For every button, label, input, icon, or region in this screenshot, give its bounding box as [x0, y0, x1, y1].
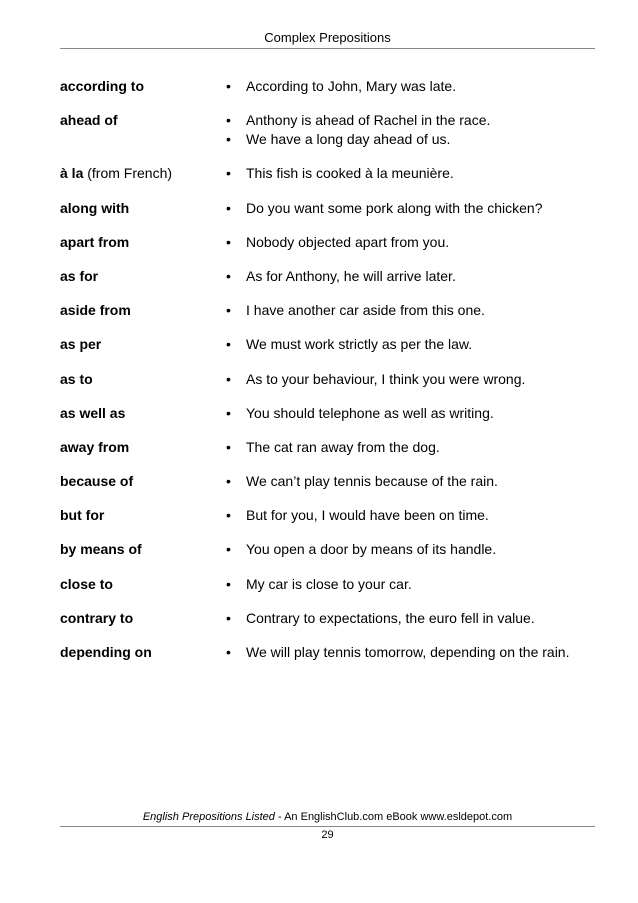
example-sentence-item — [226, 130, 595, 149]
example-sentence: We can’t play tennis because of the rain. — [246, 473, 498, 490]
preposition-entry — [60, 267, 595, 286]
example-sentence: As for Anthony, he will arrive later. — [246, 267, 456, 284]
preposition-term-cell — [60, 199, 226, 218]
preposition-entry — [60, 438, 595, 457]
preposition-entry — [60, 506, 595, 525]
example-sentence: As to your behaviour, I think you were wrong. — [246, 370, 526, 387]
example-list — [226, 164, 595, 183]
example-sentence: You open a door by means of its handle. — [246, 541, 497, 558]
preposition-entry — [60, 540, 595, 559]
example-list — [226, 506, 595, 525]
preposition-term: ahead of — [60, 112, 118, 129]
example-sentence: Nobody objected apart from you. — [246, 233, 450, 250]
preposition-term: close to — [60, 575, 113, 592]
preposition-term: as to — [60, 370, 93, 387]
example-sentence: Do you want some pork along with the chicken? — [246, 199, 543, 216]
bullet-icon: • — [226, 131, 231, 148]
example-list — [226, 199, 595, 218]
example-sentence: Contrary to expectations, the euro fell in value. — [246, 609, 535, 626]
example-list — [226, 335, 595, 354]
preposition-term: contrary to — [60, 609, 134, 626]
footer-source-text: - An EnglishClub.com eBook www.esldepot.com — [274, 811, 513, 823]
example-sentence-item — [226, 199, 595, 218]
example-sentence-item — [226, 301, 595, 320]
bullet-icon: • — [226, 302, 231, 319]
example-list — [226, 267, 595, 286]
example-sentence-item — [226, 643, 595, 662]
preposition-term: as for — [60, 267, 99, 284]
example-sentence: According to John, Mary was late. — [246, 78, 457, 94]
preposition-entry — [60, 643, 595, 662]
example-list — [226, 575, 595, 594]
bullet-icon: • — [226, 404, 231, 421]
preposition-term: but for — [60, 507, 105, 524]
bullet-icon: • — [226, 609, 231, 626]
bullet-icon: • — [226, 541, 231, 558]
example-list — [226, 404, 595, 423]
preposition-entry — [60, 472, 595, 491]
footer-book-title: English Prepositions Listed — [142, 811, 275, 823]
preposition-term-cell — [60, 438, 226, 457]
example-sentence: We have a long day ahead of us. — [246, 131, 451, 148]
preposition-term-cell — [60, 233, 226, 252]
example-list — [226, 111, 595, 149]
preposition-entry — [60, 199, 595, 218]
example-list — [226, 609, 595, 628]
example-sentence-item — [226, 609, 595, 628]
example-sentence-item — [226, 438, 595, 457]
preposition-term-cell — [60, 111, 226, 130]
preposition-entry — [60, 609, 595, 628]
preposition-origin-note: (from French) — [83, 165, 173, 182]
example-sentence-item — [226, 111, 595, 130]
example-list — [226, 472, 595, 491]
example-sentence-item — [226, 472, 595, 491]
preposition-term: as well as — [60, 404, 126, 421]
header-divider — [60, 48, 595, 49]
preposition-entry — [60, 575, 595, 594]
bullet-icon: • — [226, 473, 231, 490]
example-list — [226, 301, 595, 320]
preposition-term-cell — [60, 370, 226, 389]
example-sentence-item — [226, 575, 595, 594]
bullet-icon: • — [226, 199, 231, 216]
preposition-term: according to — [60, 78, 145, 94]
preposition-term: as per — [60, 336, 102, 353]
preposition-entry — [60, 111, 595, 149]
example-list — [226, 370, 595, 389]
example-sentence-item — [226, 267, 595, 286]
footer-divider — [60, 826, 595, 827]
preposition-term: along with — [60, 199, 130, 216]
preposition-term: aside from — [60, 302, 131, 319]
example-sentence: I have another car aside from this one. — [246, 302, 485, 319]
example-sentence-item — [226, 506, 595, 525]
example-list — [226, 233, 595, 252]
preposition-entry — [60, 164, 595, 183]
example-sentence-item — [226, 370, 595, 389]
example-sentence: You should telephone as well as writing. — [246, 404, 494, 421]
bullet-icon: • — [226, 165, 231, 182]
example-list — [226, 643, 595, 662]
preposition-term: because of — [60, 473, 134, 490]
preposition-term-cell — [60, 643, 226, 662]
preposition-term: by means of — [60, 541, 142, 558]
example-sentence-item — [226, 404, 595, 423]
page-header-title: Complex Prepositions — [264, 30, 391, 45]
page-footer — [60, 811, 595, 823]
preposition-entry — [60, 77, 595, 96]
page-number: 29 — [321, 829, 334, 841]
preposition-term: depending on — [60, 644, 152, 660]
example-sentence-item — [226, 164, 595, 183]
example-sentence: This fish is cooked à la meunière. — [246, 165, 454, 182]
preposition-term: apart from — [60, 233, 130, 250]
example-sentence-item — [226, 233, 595, 252]
bullet-icon: • — [226, 78, 231, 94]
bullet-icon: • — [226, 233, 231, 250]
example-sentence-item — [226, 540, 595, 559]
example-list — [226, 77, 595, 96]
preposition-term-cell — [60, 575, 226, 594]
preposition-term: away from — [60, 438, 130, 455]
preposition-term-cell — [60, 77, 226, 96]
preposition-list — [60, 77, 595, 677]
preposition-term-cell — [60, 609, 226, 628]
preposition-term-cell — [60, 472, 226, 491]
bullet-icon: • — [226, 507, 231, 524]
example-list — [226, 438, 595, 457]
preposition-entry — [60, 233, 595, 252]
preposition-term: à la — [60, 165, 84, 182]
example-list — [226, 540, 595, 559]
example-sentence: We will play tennis tomorrow, depending on the rain. — [246, 644, 570, 660]
example-sentence: The cat ran away from the dog. — [246, 438, 440, 455]
preposition-term-cell — [60, 506, 226, 525]
preposition-term-cell — [60, 404, 226, 423]
bullet-icon: • — [226, 644, 231, 660]
example-sentence-item — [226, 335, 595, 354]
bullet-icon: • — [226, 370, 231, 387]
example-sentence: But for you, I would have been on time. — [246, 507, 489, 524]
example-sentence: Anthony is ahead of Rachel in the race. — [246, 112, 491, 129]
bullet-icon: • — [226, 438, 231, 455]
preposition-term-cell — [60, 540, 226, 559]
bullet-icon: • — [226, 575, 231, 592]
preposition-term-cell — [60, 164, 226, 183]
preposition-entry — [60, 335, 595, 354]
preposition-entry — [60, 301, 595, 320]
preposition-term-cell — [60, 267, 226, 286]
example-sentence: We must work strictly as per the law. — [246, 336, 473, 353]
preposition-term-cell — [60, 301, 226, 320]
preposition-entry — [60, 404, 595, 423]
example-sentence: My car is close to your car. — [246, 575, 412, 592]
preposition-term-cell — [60, 335, 226, 354]
bullet-icon: • — [226, 112, 231, 129]
bullet-icon: • — [226, 336, 231, 353]
preposition-entry — [60, 370, 595, 389]
bullet-icon: • — [226, 267, 231, 284]
example-sentence-item — [226, 77, 595, 96]
